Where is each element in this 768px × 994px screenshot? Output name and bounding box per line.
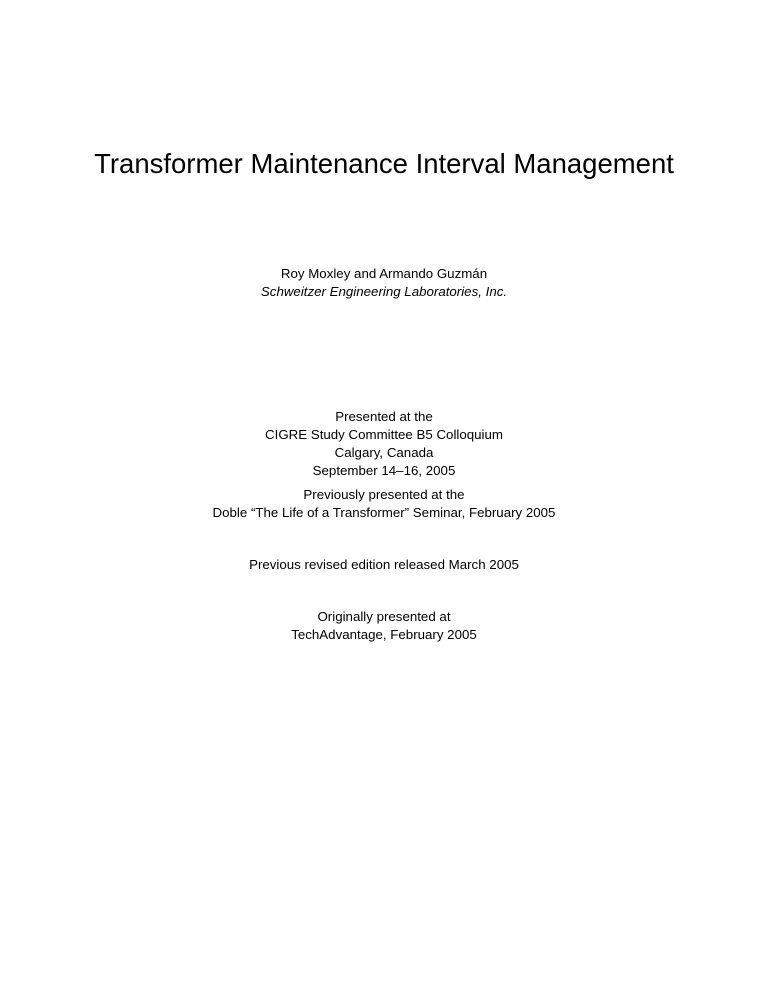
presented-event: CIGRE Study Committee B5 Colloquium — [265, 427, 503, 442]
revised-text: Previous revised edition released March 2005 — [249, 557, 519, 572]
presented-block — [0, 408, 768, 480]
previously-intro: Previously presented at the — [303, 487, 465, 502]
original-intro: Originally presented at — [317, 609, 451, 624]
originally-presented-block — [0, 608, 768, 644]
author-names: Roy Moxley and Armando Guzmán — [280, 266, 488, 281]
document-title: Transformer Maintenance Interval Management — [94, 148, 674, 179]
revised-edition-block — [0, 556, 768, 574]
presented-intro: Presented at the — [335, 409, 433, 424]
presented-location: Calgary, Canada — [334, 445, 434, 460]
authors-block — [0, 265, 768, 301]
presented-dates: September 14–16, 2005 — [312, 463, 456, 478]
previously-event: Doble “The Life of a Transformer” Seminar, February 2005 — [212, 505, 556, 520]
previously-presented-block — [0, 486, 768, 522]
author-affiliation: Schweitzer Engineering Laboratories, Inc. — [260, 284, 508, 299]
original-event: TechAdvantage, February 2005 — [291, 627, 477, 642]
